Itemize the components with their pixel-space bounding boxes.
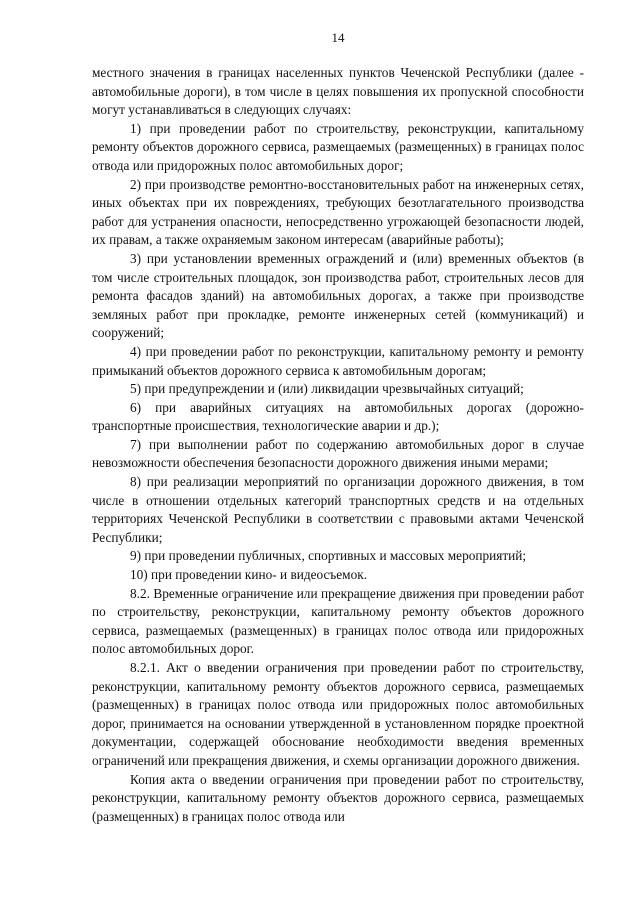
- list-item-8: 8) при реализации мероприятий по организации дорожного движения, в том числе в отношении отдельных категорий транспортных средств и на отдельных территориях Чеченской Республики в соответствии с правовыми актами Чеченской Республики;: [92, 474, 584, 545]
- list-item-10: 10) при проведении кино- и видеосъемок.: [130, 567, 368, 583]
- list-item-7: 7) при выполнении работ по содержанию автомобильных дорог в случае невозможности обеспечения безопасности дорожного движения иными мерами;: [92, 436, 584, 471]
- list-item-6: 6) при аварийных ситуациях на автомобильных дорогах (дорожно-транспортные происшествия, технологические аварии и др.);: [92, 399, 584, 434]
- section-8-2: 8.2. Временные ограничение или прекращение движения при проведении работ по строительству, реконструкции, капитальному ремонту объектов дорожного сервиса, размещаемых (размещенных) в границах полос отвода или придорожных полос автомобильных дорог.: [92, 585, 584, 657]
- list-item-1: 1) при проведении работ по строительству, реконструкции, капитальному ремонту объектов дорожного сервиса, размещаемых (размещенных) в границах полос отвода или придорожных полос автомобильных дорог;: [92, 120, 584, 173]
- list-item-9: 9) при проведении публичных, спортивных и массовых мероприятий;: [130, 548, 527, 564]
- list-item-5: 5) при предупреждении и (или) ликвидации чрезвычайных ситуаций;: [130, 381, 524, 397]
- list-item-4: 4) при проведении работ по реконструкции, капитальному ремонту и ремонту примыканий объектов дорожного сервиса к автомобильным дорогам;: [92, 343, 584, 378]
- list-item-2: 2) при производстве ремонтно-восстановительных работ на инженерных сетях, иных объектах при их повреждениях, требующих безотлагательного производства работ для устранения опасности, непосредственно угрожающей безопасности людей, их правам, а также охраняемым законом интересам (аварийные работы);: [92, 176, 584, 248]
- paragraph-act-copy: Копия акта о введении ограничения при проведении работ по строительству, реконструкции, капитальному ремонту объектов дорожного сервиса, размещаемых (размещенных) в границах полос отвода или: [92, 771, 584, 824]
- page-number: 14: [331, 30, 345, 45]
- document-page: [92, 30, 584, 826]
- paragraph-continuation: местного значения в границах населенных пунктов Чеченской Республики (далее - автомобильные дороги), в том числе в целях повышения их пропускной способности могут устанавливаться в следующих случаях:: [92, 65, 584, 118]
- list-item-3: 3) при установлении временных ограждений и (или) временных объектов (в том числе строительных площадок, зон производства работ, строительных лесов для ремонта фасадов зданий) на автомобильных дорогах, а также при производстве земляных работ при прокладке, ремонте инженерных сетей (коммуникаций) и сооружений;: [92, 250, 584, 341]
- section-8-2-1: 8.2.1. Акт о введении ограничения при проведении работ по строительству, реконструкции, капитальному ремонту объектов дорожного сервиса, размещаемых (размещенных) в границах полос отвода или придорожных полос автомобильных дорог, принимается на основании утвержденной в установленном порядке проектной документации, содержащей обоснование необходимости введения временных ограничений или прекращения движения, и схемы организации дорожного движения.: [92, 660, 584, 768]
